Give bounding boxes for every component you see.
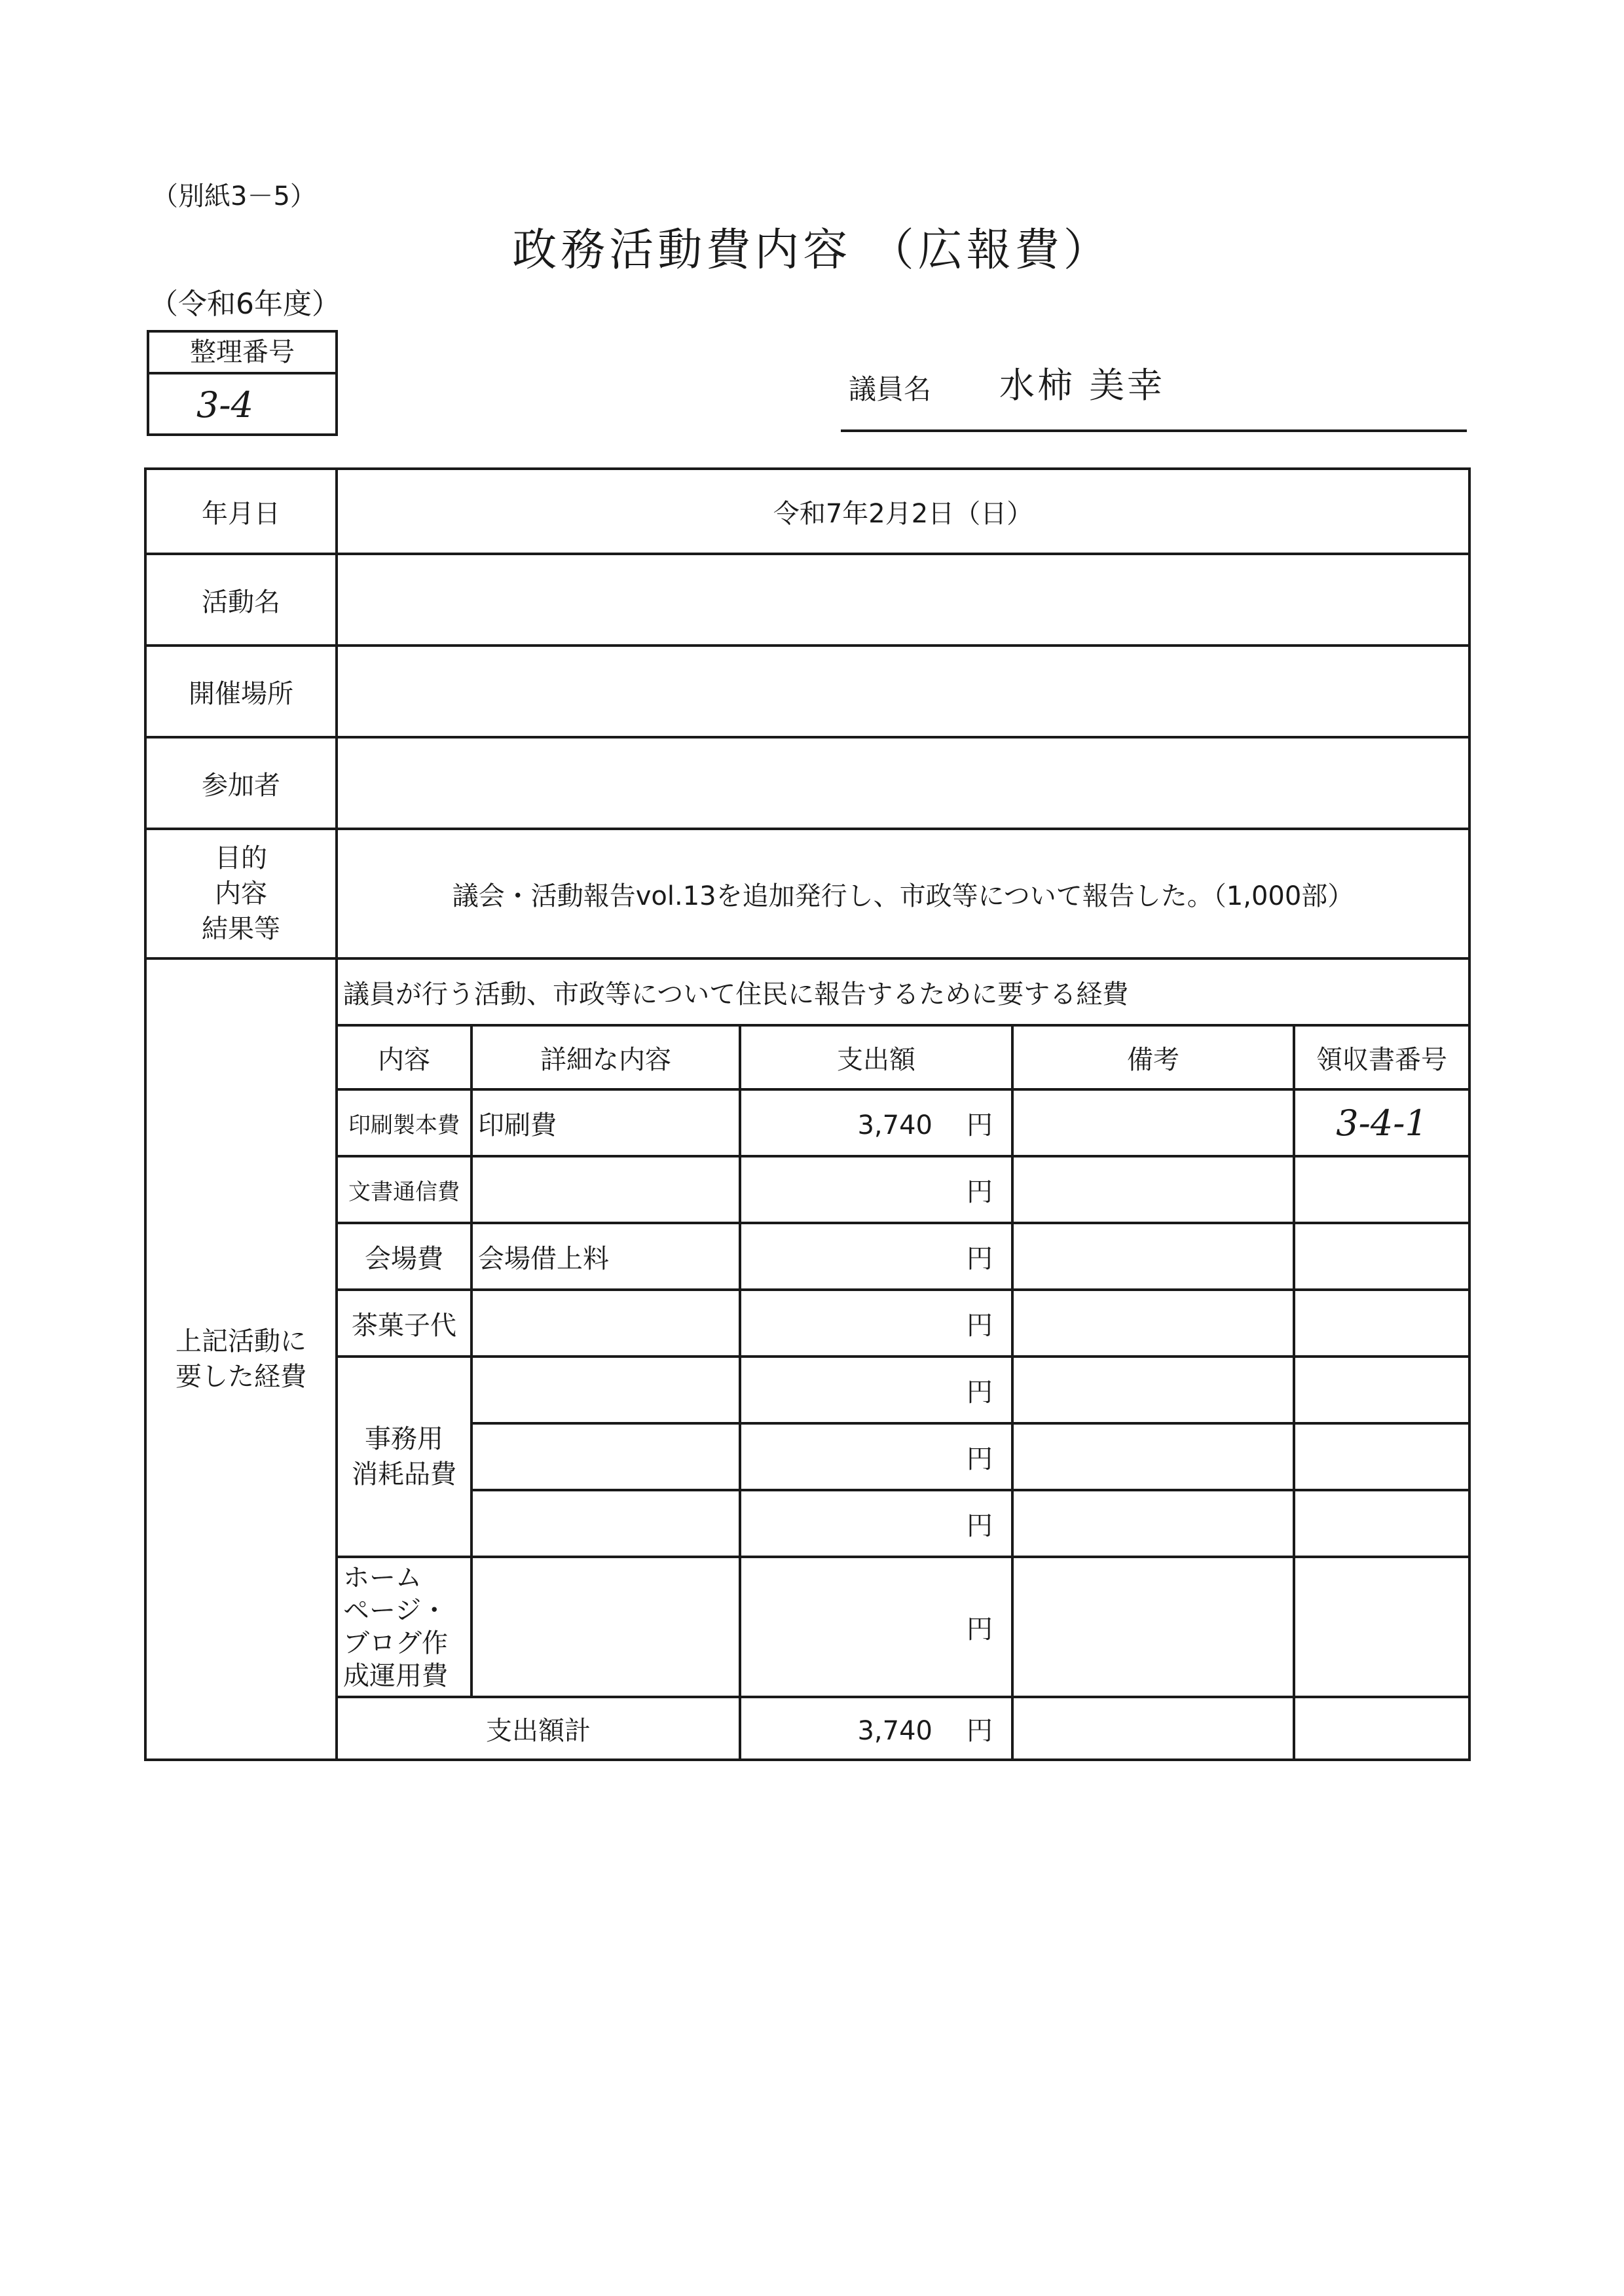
member-name: 水柿 美幸 bbox=[999, 365, 1166, 406]
venue-label: 開催場所 bbox=[145, 646, 337, 737]
yen-label: 円 bbox=[967, 1715, 993, 1746]
purpose-label-line: 結果等 bbox=[202, 914, 280, 944]
note-office-2 bbox=[1012, 1423, 1294, 1490]
category-venue: 会場費 bbox=[337, 1223, 471, 1290]
yen-label: 円 bbox=[967, 1243, 993, 1274]
category-office-supplies bbox=[337, 1357, 471, 1557]
amount-postage bbox=[740, 1156, 1012, 1223]
receipt-office-2 bbox=[1294, 1423, 1469, 1490]
seiri-number-value: 3-4 bbox=[196, 384, 253, 426]
purpose-label-line: 内容 bbox=[215, 879, 267, 909]
category-web-line: ブログ作 bbox=[343, 1628, 448, 1658]
category-printing: 印刷製本費 bbox=[337, 1089, 471, 1156]
expense-form-table bbox=[144, 467, 1471, 1761]
category-web-line: ページ・ bbox=[343, 1595, 448, 1626]
activity-row bbox=[145, 554, 1469, 646]
note-office-3 bbox=[1012, 1490, 1294, 1557]
purpose-label-line: 目的 bbox=[215, 843, 267, 873]
receipt-web bbox=[1294, 1557, 1469, 1697]
receipt-venue bbox=[1294, 1223, 1469, 1290]
note-postage bbox=[1012, 1156, 1294, 1223]
participants-label: 参加者 bbox=[145, 737, 337, 829]
amount-office-1 bbox=[740, 1357, 1012, 1423]
expense-description: 議員が行う活動、市政等について住民に報告するために要する経費 bbox=[337, 958, 1469, 1025]
expense-row-venue bbox=[145, 1223, 1469, 1290]
amount-value: 3,740 bbox=[857, 1110, 932, 1140]
expense-section-label-line: 要した経費 bbox=[175, 1362, 306, 1392]
category-postage: 文書通信費 bbox=[337, 1156, 471, 1223]
date-value: 令和7年2月2日（日） bbox=[337, 469, 1469, 554]
detail-postage bbox=[471, 1156, 740, 1223]
expense-row-web bbox=[145, 1557, 1469, 1697]
detail-web bbox=[471, 1557, 740, 1697]
detail-office-2 bbox=[471, 1423, 740, 1490]
attachment-reference: （別紙3－5） bbox=[152, 181, 316, 211]
yen-label: 円 bbox=[967, 1377, 993, 1408]
venue-row bbox=[145, 646, 1469, 737]
receipt-refreshments bbox=[1294, 1290, 1469, 1357]
activity-label: 活動名 bbox=[145, 554, 337, 646]
category-refreshments: 茶菓子代 bbox=[337, 1290, 471, 1357]
seiri-number-label: 整理番号 bbox=[149, 333, 335, 374]
page-title: 政務活動費内容 （広報費） bbox=[512, 225, 1112, 276]
total-amount bbox=[740, 1697, 1012, 1760]
expense-total-row bbox=[145, 1697, 1469, 1760]
category-web-line: ホーム bbox=[343, 1563, 422, 1593]
header-amount: 支出額 bbox=[740, 1025, 1012, 1089]
yen-label: 円 bbox=[967, 1176, 993, 1207]
purpose-label bbox=[145, 829, 337, 958]
expense-row-printing bbox=[145, 1089, 1469, 1156]
expense-row-postage bbox=[145, 1156, 1469, 1223]
amount-office-3 bbox=[740, 1490, 1012, 1557]
receipt-office-1 bbox=[1294, 1357, 1469, 1423]
amount-web bbox=[740, 1557, 1012, 1697]
expense-description-row bbox=[145, 958, 1469, 1025]
category-office-line: 消耗品費 bbox=[352, 1459, 456, 1489]
detail-office-1 bbox=[471, 1357, 740, 1423]
note-venue bbox=[1012, 1223, 1294, 1290]
detail-refreshments bbox=[471, 1290, 740, 1357]
total-receipt bbox=[1294, 1697, 1469, 1760]
note-refreshments bbox=[1012, 1290, 1294, 1357]
participants-row bbox=[145, 737, 1469, 829]
expense-section-label bbox=[145, 958, 337, 1760]
amount-value: 3,740 bbox=[857, 1715, 932, 1746]
header-receipt: 領収書番号 bbox=[1294, 1025, 1469, 1089]
fiscal-year: （令和6年度） bbox=[149, 287, 341, 321]
date-row bbox=[145, 469, 1469, 554]
amount-printing bbox=[740, 1089, 1012, 1156]
receipt-postage bbox=[1294, 1156, 1469, 1223]
purpose-row bbox=[145, 829, 1469, 958]
venue-value bbox=[337, 646, 1469, 737]
member-underline bbox=[841, 429, 1467, 432]
yen-label: 円 bbox=[967, 1444, 993, 1474]
header-content: 内容 bbox=[337, 1025, 471, 1089]
note-office-1 bbox=[1012, 1357, 1294, 1423]
purpose-value: 議会・活動報告vol.13を追加発行し、市政等について報告した。（1,000部） bbox=[337, 829, 1469, 958]
total-note bbox=[1012, 1697, 1294, 1760]
note-printing bbox=[1012, 1089, 1294, 1156]
receipt-printing: 3-4-1 bbox=[1294, 1089, 1469, 1156]
yen-label: 円 bbox=[967, 1510, 993, 1541]
amount-venue bbox=[740, 1223, 1012, 1290]
detail-office-3 bbox=[471, 1490, 740, 1557]
category-web bbox=[337, 1557, 471, 1697]
seiri-number-box bbox=[147, 330, 338, 436]
amount-refreshments bbox=[740, 1290, 1012, 1357]
date-label: 年月日 bbox=[145, 469, 337, 554]
detail-printing: 印刷費 bbox=[471, 1089, 740, 1156]
member-label: 議員名 bbox=[849, 373, 932, 405]
activity-value bbox=[337, 554, 1469, 646]
detail-venue: 会場借上料 bbox=[471, 1223, 740, 1290]
category-web-line: 成運用費 bbox=[343, 1661, 448, 1691]
header-detail: 詳細な内容 bbox=[471, 1025, 740, 1089]
note-web bbox=[1012, 1557, 1294, 1697]
participants-value bbox=[337, 737, 1469, 829]
yen-label: 円 bbox=[967, 1614, 993, 1645]
category-office-line: 事務用 bbox=[365, 1424, 443, 1454]
expense-section-label-line: 上記活動に bbox=[175, 1326, 306, 1357]
amount-office-2 bbox=[740, 1423, 1012, 1490]
total-label: 支出額計 bbox=[337, 1697, 740, 1760]
receipt-office-3 bbox=[1294, 1490, 1469, 1557]
header-note: 備考 bbox=[1012, 1025, 1294, 1089]
yen-label: 円 bbox=[967, 1110, 993, 1140]
expense-header-row bbox=[145, 1025, 1469, 1089]
expense-row-refreshments bbox=[145, 1290, 1469, 1357]
expense-row-office-1 bbox=[145, 1357, 1469, 1423]
yen-label: 円 bbox=[967, 1310, 993, 1341]
